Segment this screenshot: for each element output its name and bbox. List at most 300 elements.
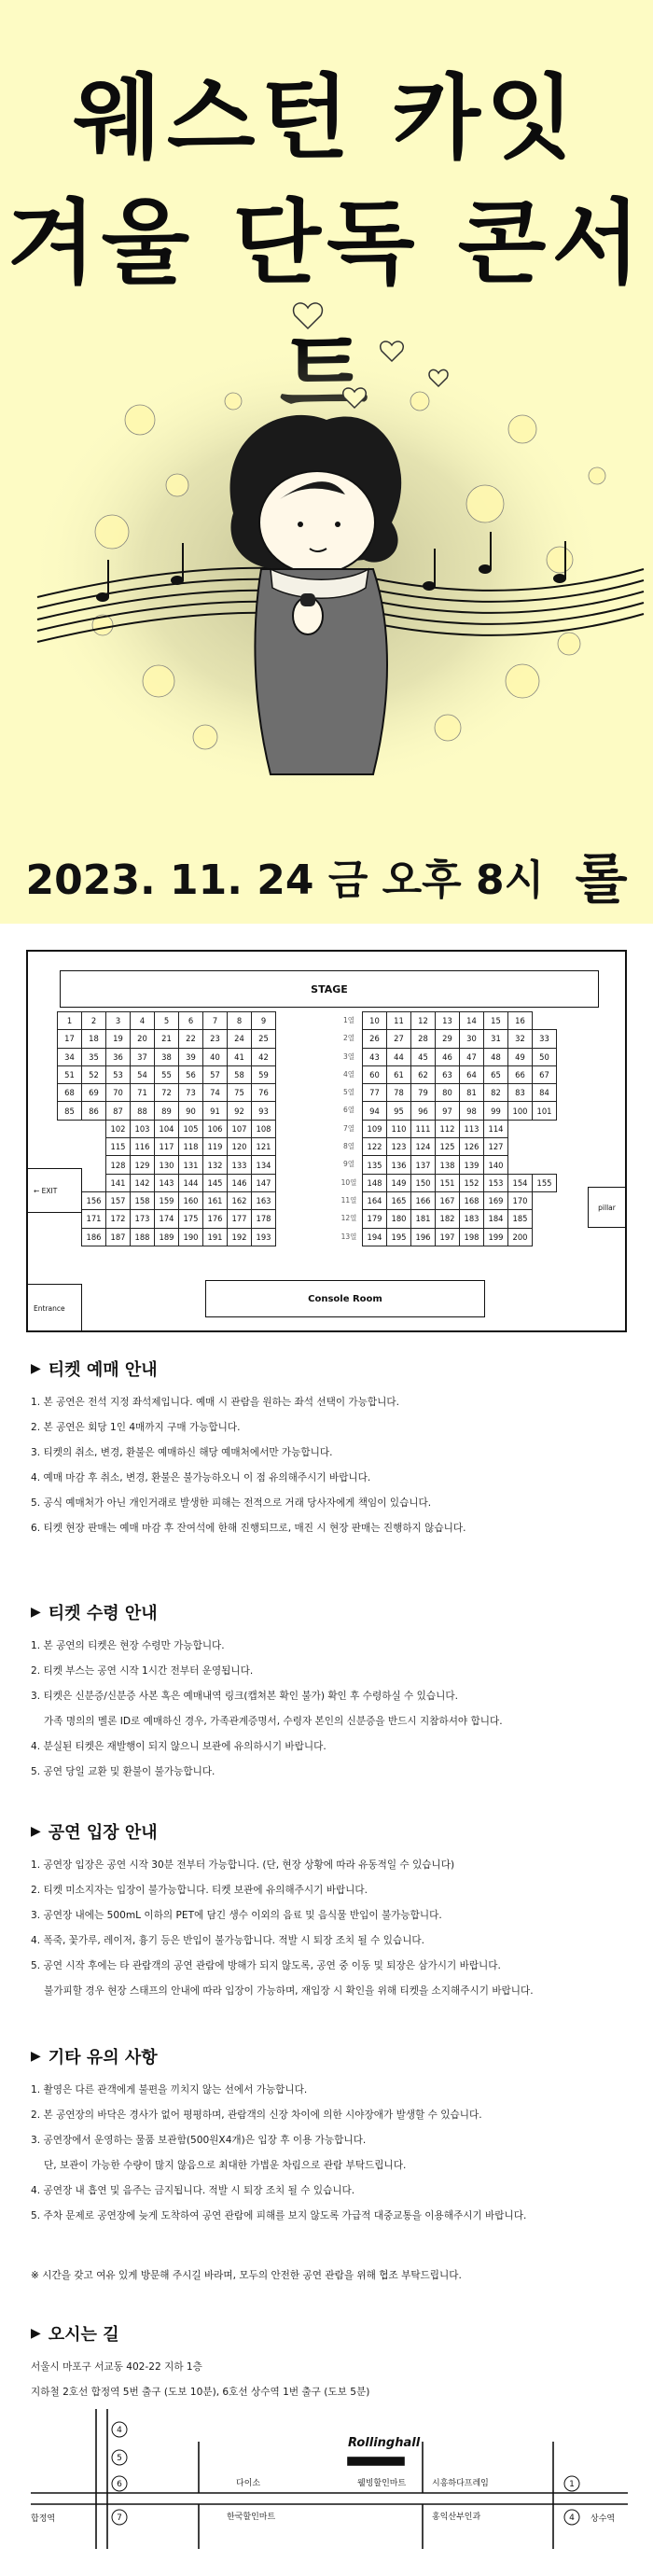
seat-row: [363, 1030, 557, 1048]
map-hapjeong-label: 합정역: [31, 2514, 56, 2524]
poster-title-line1: 웨스턴 카잇: [73, 65, 580, 172]
list-item: 3. 공연장에서 운영하는 물품 보관함(500원X4개)은 입장 후 이용 가능합니다.: [31, 2135, 367, 2146]
seat: 103: [131, 1120, 155, 1137]
seat: 163: [252, 1191, 276, 1209]
seat: 191: [203, 1228, 228, 1246]
seat-map: [26, 950, 627, 1332]
map-siheunghadu-label: 시흥하다프레임: [432, 2479, 489, 2488]
list-item: 4. 예매 마감 후 취소, 변경, 환불은 불가능하오니 이 점 유의해주시기 바랍니다.: [31, 1472, 371, 1483]
section-heading: ▶ 오시는 길: [31, 2325, 119, 2345]
seat: 157: [106, 1191, 131, 1209]
seat: 59: [252, 1065, 276, 1083]
map-wellbeing-mart-label: 웰빙할인마트: [357, 2479, 407, 2488]
seat: 31: [484, 1030, 508, 1048]
seat: 117: [155, 1138, 179, 1156]
concert-poster: [0, 0, 653, 924]
event-info: [0, 835, 653, 924]
seat: 102: [106, 1120, 131, 1137]
row-label: 8열: [342, 1142, 355, 1151]
list-item: 5. 공연 당일 교환 및 환불이 불가능합니다.: [31, 1766, 215, 1777]
seat: 111: [411, 1120, 436, 1137]
section-entry: [31, 1819, 628, 2010]
seat-row: [58, 1048, 276, 1065]
seat-gap: [508, 1120, 533, 1137]
seat: 46: [436, 1048, 460, 1065]
seat: 174: [155, 1210, 179, 1228]
seat: 95: [387, 1102, 411, 1120]
seat: 9: [252, 1012, 276, 1030]
seat: 107: [228, 1120, 252, 1137]
seat: 97: [436, 1102, 460, 1120]
seat: 33: [533, 1030, 557, 1048]
seat: 49: [508, 1048, 533, 1065]
map-rollinghall-label: Rollinghall: [348, 2436, 421, 2450]
list-item: 2. 본 공연장의 바닥은 경사가 없어 평평하며, 관람객의 신장 차이에 의한 시야장애가 발생할 수 있습니다.: [31, 2110, 482, 2121]
seat-row: [58, 1102, 276, 1120]
seat: 4: [131, 1012, 155, 1030]
seat: 15: [484, 1012, 508, 1030]
seat-gap: [82, 1156, 106, 1174]
seat: 93: [252, 1102, 276, 1120]
seat: 197: [436, 1228, 460, 1246]
map-korea-discount-label: 한국할인마트: [227, 2513, 276, 2522]
seat: 82: [484, 1084, 508, 1102]
seat: 137: [411, 1156, 436, 1174]
triangle-icon: ▶: [31, 1361, 41, 1376]
seat: 28: [411, 1030, 436, 1048]
seat: 139: [460, 1156, 484, 1174]
seat: 112: [436, 1120, 460, 1137]
seat: 168: [460, 1191, 484, 1209]
seat: 64: [460, 1065, 484, 1083]
event-venue: 롤: [575, 847, 628, 911]
seat-row: [58, 1030, 276, 1048]
list-item: 1. 본 공연은 전석 지정 좌석제입니다. 예매 시 관람을 원하는 좌석 선택이 가능합니다.: [31, 1397, 399, 1408]
row-label: 4열: [342, 1069, 355, 1079]
list-item: 1. 본 공연의 티켓은 현장 수령만 가능합니다.: [31, 1640, 225, 1651]
list-item: 불가피할 경우 현장 스태프의 안내에 따라 입장이 가능하며, 재입장 시 확인을 위해 티켓을 소지해주시기 바랍니다.: [44, 1985, 534, 1997]
seat: 180: [387, 1210, 411, 1228]
seat-gap: [533, 1191, 557, 1209]
seat: 35: [82, 1048, 106, 1065]
seat-row: [363, 1012, 557, 1030]
seat-row: [58, 1120, 276, 1137]
seat: 108: [252, 1120, 276, 1137]
poster-title-line2: 겨울 단독 콘서: [7, 190, 646, 297]
seat: 7: [203, 1012, 228, 1030]
seat-row: [363, 1084, 557, 1102]
seat-row: [363, 1048, 557, 1065]
seat-row: [58, 1012, 276, 1030]
seat: 142: [131, 1174, 155, 1191]
seat: 166: [411, 1191, 436, 1209]
seat: 53: [106, 1065, 131, 1083]
row-label: 6열: [342, 1106, 355, 1115]
map-exit-4b: 4: [569, 2513, 575, 2523]
seat: 129: [131, 1156, 155, 1174]
seat-row: [363, 1120, 557, 1137]
seat: 70: [106, 1084, 131, 1102]
row-label: 10열: [340, 1177, 357, 1187]
seat: 177: [228, 1210, 252, 1228]
row-label: 13열: [340, 1232, 357, 1241]
seat: 56: [179, 1065, 203, 1083]
list-item: 5. 공식 예매처가 아닌 개인거래로 발생한 피해는 전적으로 거래 당사자에게 책임이 있습니다.: [31, 1497, 432, 1509]
seat-row: [58, 1065, 276, 1083]
list-item: 6. 티켓 현장 판매는 예매 마감 후 잔여석에 한해 진행되므로, 매진 시 현장 판매는 진행하지 않습니다.: [31, 1523, 466, 1534]
seat: 3: [106, 1012, 131, 1030]
seat: 60: [363, 1065, 387, 1083]
seat: 29: [436, 1030, 460, 1048]
seat: 119: [203, 1138, 228, 1156]
seat: 110: [387, 1120, 411, 1137]
seat: 121: [252, 1138, 276, 1156]
row-labels: [337, 1011, 361, 1246]
seat-row: [58, 1210, 276, 1228]
seat-gap: [82, 1120, 106, 1137]
seat: 47: [460, 1048, 484, 1065]
section-heading: ▶ 기타 유의 사항: [31, 2048, 158, 2068]
section-heading: ▶ 티켓 수령 안내: [31, 1604, 158, 1623]
seat: 105: [179, 1120, 203, 1137]
seat: 27: [387, 1030, 411, 1048]
seat: 38: [155, 1048, 179, 1065]
seat: 135: [363, 1156, 387, 1174]
seat-row: [363, 1065, 557, 1083]
seat-gap: [533, 1210, 557, 1228]
seat: 91: [203, 1102, 228, 1120]
seat: 20: [131, 1030, 155, 1048]
seat-gap: [508, 1156, 533, 1174]
map-exit-5: 5: [117, 2454, 122, 2463]
seat: 161: [203, 1191, 228, 1209]
seat-row: [58, 1084, 276, 1102]
list-item: 5. 주차 문제로 공연장에 늦게 도착하여 공연 관람에 피해를 보지 않도록 가급적 대중교통을 이용해주시기 바랍니다.: [31, 2210, 527, 2221]
map-exit-4: 4: [117, 2426, 122, 2435]
seat: 18: [82, 1030, 106, 1048]
seat-gap: [508, 1138, 533, 1156]
seat-gap: [533, 1012, 557, 1030]
seat-gap: [82, 1174, 106, 1191]
seat: 50: [533, 1048, 557, 1065]
seat: 199: [484, 1228, 508, 1246]
map-exit-6: 6: [117, 2480, 122, 2489]
list-item: 4. 분실된 티켓은 재발행이 되지 않으니 보관에 유의하시기 바랍니다.: [31, 1741, 326, 1752]
seat: 190: [179, 1228, 203, 1246]
seat: 55: [155, 1065, 179, 1083]
seat-gap: [533, 1120, 557, 1137]
seat: 159: [155, 1191, 179, 1209]
seat: 125: [436, 1138, 460, 1156]
row-label: 12열: [340, 1214, 357, 1223]
seat: 8: [228, 1012, 252, 1030]
notice-text: ※ 시간을 갖고 여유 있게 방문해 주시길 바라며, 모두의 안전한 공연 관람을 위해 협조 부탁드립니다.: [31, 2270, 462, 2281]
seat: 186: [82, 1228, 106, 1246]
seat: 40: [203, 1048, 228, 1065]
seat: 145: [203, 1174, 228, 1191]
seat: 41: [228, 1048, 252, 1065]
list-item: 3. 티켓의 취소, 변경, 환불은 예매하신 해당 예매처에서만 가능합니다.: [31, 1447, 333, 1458]
seat: 17: [58, 1030, 82, 1048]
seat-row: [58, 1228, 276, 1246]
seat: 81: [460, 1084, 484, 1102]
seat: 1: [58, 1012, 82, 1030]
seat: 86: [82, 1102, 106, 1120]
seat: 57: [203, 1065, 228, 1083]
seat: 192: [228, 1228, 252, 1246]
seat: 131: [179, 1156, 203, 1174]
seat-gap: [58, 1138, 82, 1156]
seat: 74: [203, 1084, 228, 1102]
seat: 25: [252, 1030, 276, 1048]
seat: 170: [508, 1191, 533, 1209]
map-exit-7: 7: [117, 2513, 122, 2523]
seat: 77: [363, 1084, 387, 1102]
seat: 80: [436, 1084, 460, 1102]
seat: 22: [179, 1030, 203, 1048]
seat: 21: [155, 1030, 179, 1048]
seat: 89: [155, 1102, 179, 1120]
seat: 172: [106, 1210, 131, 1228]
seat: 11: [387, 1012, 411, 1030]
seat: 45: [411, 1048, 436, 1065]
seat-grid-left: [57, 1011, 276, 1246]
seat: 138: [436, 1156, 460, 1174]
section-ticket-pickup: [31, 1600, 628, 1790]
seat-row: [58, 1138, 276, 1156]
seat: 106: [203, 1120, 228, 1137]
seat: 150: [411, 1174, 436, 1191]
section-directions: [31, 2321, 628, 2411]
seat: 66: [508, 1065, 533, 1083]
seat: 79: [411, 1084, 436, 1102]
map-sangsu-label: 상수역: [590, 2514, 616, 2524]
seat: 141: [106, 1174, 131, 1191]
seat: 51: [58, 1065, 82, 1083]
seat: 78: [387, 1084, 411, 1102]
section-other-notes: [31, 2044, 628, 2235]
list-item: 2. 티켓 부스는 공연 시작 1시간 전부터 운영됩니다.: [31, 1665, 254, 1677]
seat: 188: [131, 1228, 155, 1246]
seat: 24: [228, 1030, 252, 1048]
seat: 52: [82, 1065, 106, 1083]
seat: 67: [533, 1065, 557, 1083]
seat: 155: [533, 1174, 557, 1191]
seat: 85: [58, 1102, 82, 1120]
seat: 179: [363, 1210, 387, 1228]
list-item: 1. 공연장 입장은 공연 시작 30분 전부터 가능합니다. (단, 현장 상황에 따라 유동적일 수 있습니다): [31, 1859, 455, 1871]
list-item: 5. 공연 시작 후에는 타 관람객의 공연 관람에 방해가 되지 않도록, 공연 중 이동 및 퇴장은 삼가시기 바랍니다.: [31, 1960, 501, 1971]
seat: 23: [203, 1030, 228, 1048]
seat: 61: [387, 1065, 411, 1083]
seat: 98: [460, 1102, 484, 1120]
seat: 13: [436, 1012, 460, 1030]
seat: 83: [508, 1084, 533, 1102]
seat: 34: [58, 1048, 82, 1065]
seat-row: [363, 1174, 557, 1191]
seat: 133: [228, 1156, 252, 1174]
list-item: 단, 보관이 가능한 수량이 많지 않음으로 최대한 가볍운 차림으로 관람 부탁드립니다.: [44, 2160, 407, 2171]
seat: 114: [484, 1120, 508, 1137]
seat: 136: [387, 1156, 411, 1174]
seat: 153: [484, 1174, 508, 1191]
list-item: 3. 공연장 내에는 500mL 이하의 PET에 담긴 생수 이외의 음료 및 음식물 반입이 불가능합니다.: [31, 1910, 442, 1921]
event-date-time: 2023. 11. 24 금 오후 8시: [25, 856, 545, 904]
address-text: 서울시 마포구 서교동 402-22 지하 1층: [31, 2361, 202, 2373]
seat: 116: [131, 1138, 155, 1156]
seat: 88: [131, 1102, 155, 1120]
seat: 200: [508, 1228, 533, 1246]
seat: 71: [131, 1084, 155, 1102]
row-label: 5열: [342, 1088, 355, 1097]
seat: 30: [460, 1030, 484, 1048]
console-room-label: Console Room: [205, 1280, 485, 1317]
list-item: 가족 명의의 멜론 ID로 예매하신 경우, 가족관계증명서, 수령자 본인의 신분증을 반드시 지참하셔야 합니다.: [44, 1716, 503, 1727]
row-label: 1열: [342, 1016, 355, 1024]
seat: 134: [252, 1156, 276, 1174]
seat: 44: [387, 1048, 411, 1065]
stage-label: STAGE: [60, 970, 599, 1008]
seat: 16: [508, 1012, 533, 1030]
seat: 156: [82, 1191, 106, 1209]
seat: 75: [228, 1084, 252, 1102]
seat-gap: [533, 1138, 557, 1156]
seat-gap: [58, 1120, 82, 1137]
seat-row: [363, 1228, 557, 1246]
list-item: 2. 본 공연은 회당 1인 4매까지 구매 가능합니다.: [31, 1422, 241, 1433]
seat: 193: [252, 1228, 276, 1246]
pillar-label: pillar: [588, 1187, 625, 1228]
entrance-label: Entrance: [28, 1284, 82, 1332]
seat: 175: [179, 1210, 203, 1228]
seat: 194: [363, 1228, 387, 1246]
seat-row: [363, 1191, 557, 1209]
subway-text: 지하철 2호선 합정역 5번 출구 (도보 10분), 6호선 상수역 1번 출구 (도보 5분): [31, 2387, 370, 2398]
seat: 160: [179, 1191, 203, 1209]
seat-row: [363, 1102, 557, 1120]
seat: 148: [363, 1174, 387, 1191]
seat: 39: [179, 1048, 203, 1065]
seat: 73: [179, 1084, 203, 1102]
map-exit-1: 1: [569, 2480, 575, 2489]
seat: 158: [131, 1191, 155, 1209]
seat: 101: [533, 1102, 557, 1120]
seat: 124: [411, 1138, 436, 1156]
seat: 128: [106, 1156, 131, 1174]
seat: 185: [508, 1210, 533, 1228]
seat: 104: [155, 1120, 179, 1137]
seat: 90: [179, 1102, 203, 1120]
seat: 195: [387, 1228, 411, 1246]
seat: 32: [508, 1030, 533, 1048]
seat-gap: [533, 1156, 557, 1174]
seat: 48: [484, 1048, 508, 1065]
map-hongik-church-label: 홍익산부인과: [432, 2513, 481, 2522]
seat: 26: [363, 1030, 387, 1048]
section-heading: ▶ 공연 입장 안내: [31, 1823, 158, 1843]
triangle-icon: ▶: [31, 2049, 41, 2064]
seat-grid-right: [362, 1011, 557, 1246]
list-item: 4. 공연장 내 흡연 및 음주는 금지됩니다. 적발 시 퇴장 조치 될 수 있습니다.: [31, 2185, 355, 2196]
seat: 152: [460, 1174, 484, 1191]
seat: 196: [411, 1228, 436, 1246]
seat: 176: [203, 1210, 228, 1228]
seat: 94: [363, 1102, 387, 1120]
seat-row: [363, 1138, 557, 1156]
seat: 63: [436, 1065, 460, 1083]
seat: 130: [155, 1156, 179, 1174]
seat: 69: [82, 1084, 106, 1102]
seat: 10: [363, 1012, 387, 1030]
row-label: 11열: [340, 1195, 357, 1204]
seat: 99: [484, 1102, 508, 1120]
seat: 149: [387, 1174, 411, 1191]
exit-label: ← EXIT: [28, 1168, 82, 1213]
seat: 37: [131, 1048, 155, 1065]
seat: 76: [252, 1084, 276, 1102]
seat: 43: [363, 1048, 387, 1065]
seat: 165: [387, 1191, 411, 1209]
row-label: 7열: [342, 1123, 355, 1133]
seat: 178: [252, 1210, 276, 1228]
seat: 173: [131, 1210, 155, 1228]
seat: 96: [411, 1102, 436, 1120]
seat-row: [58, 1191, 276, 1209]
seat-gap: [58, 1228, 82, 1246]
list-item: 4. 폭죽, 꽃가루, 레이저, 흉기 등은 반입이 불가능합니다. 적발 시 퇴장 조치 될 수 있습니다.: [31, 1935, 425, 1946]
seat-row: [58, 1174, 276, 1191]
seat: 167: [436, 1191, 460, 1209]
list-item: 2. 티켓 미소지자는 입장이 불가능합니다. 티켓 보관에 유의해주시기 바랍니다.: [31, 1885, 368, 1896]
poster-illustration: [0, 289, 653, 812]
seat: 120: [228, 1138, 252, 1156]
seat: 123: [387, 1138, 411, 1156]
seat: 147: [252, 1174, 276, 1191]
seat: 36: [106, 1048, 131, 1065]
row-label: 3열: [342, 1051, 355, 1061]
triangle-icon: ▶: [31, 1824, 41, 1839]
triangle-icon: ▶: [31, 1605, 41, 1620]
seat-gap: [82, 1138, 106, 1156]
seat: 42: [252, 1048, 276, 1065]
seat: 65: [484, 1065, 508, 1083]
seat: 164: [363, 1191, 387, 1209]
row-label: 2열: [342, 1034, 355, 1043]
seat: 143: [155, 1174, 179, 1191]
list-item: 3. 티켓은 신분증/신분증 사본 혹은 예매내역 링크(캡쳐본 확인 불가) 확인 후 수령하실 수 있습니다.: [31, 1691, 458, 1702]
map-daiso-label: 다이소: [236, 2479, 261, 2488]
seat: 171: [82, 1210, 106, 1228]
seat: 109: [363, 1120, 387, 1137]
seat: 181: [411, 1210, 436, 1228]
seat: 6: [179, 1012, 203, 1030]
seat: 92: [228, 1102, 252, 1120]
seat: 87: [106, 1102, 131, 1120]
seat-row: [58, 1156, 276, 1174]
seat: 14: [460, 1012, 484, 1030]
seat-row: [363, 1210, 557, 1228]
seat: 72: [155, 1084, 179, 1102]
seat: 19: [106, 1030, 131, 1048]
seat: 2: [82, 1012, 106, 1030]
seat: 182: [436, 1210, 460, 1228]
seat: 154: [508, 1174, 533, 1191]
seat: 54: [131, 1065, 155, 1083]
seat: 132: [203, 1156, 228, 1174]
seat: 144: [179, 1174, 203, 1191]
row-label: 9열: [342, 1160, 355, 1169]
seat: 113: [460, 1120, 484, 1137]
